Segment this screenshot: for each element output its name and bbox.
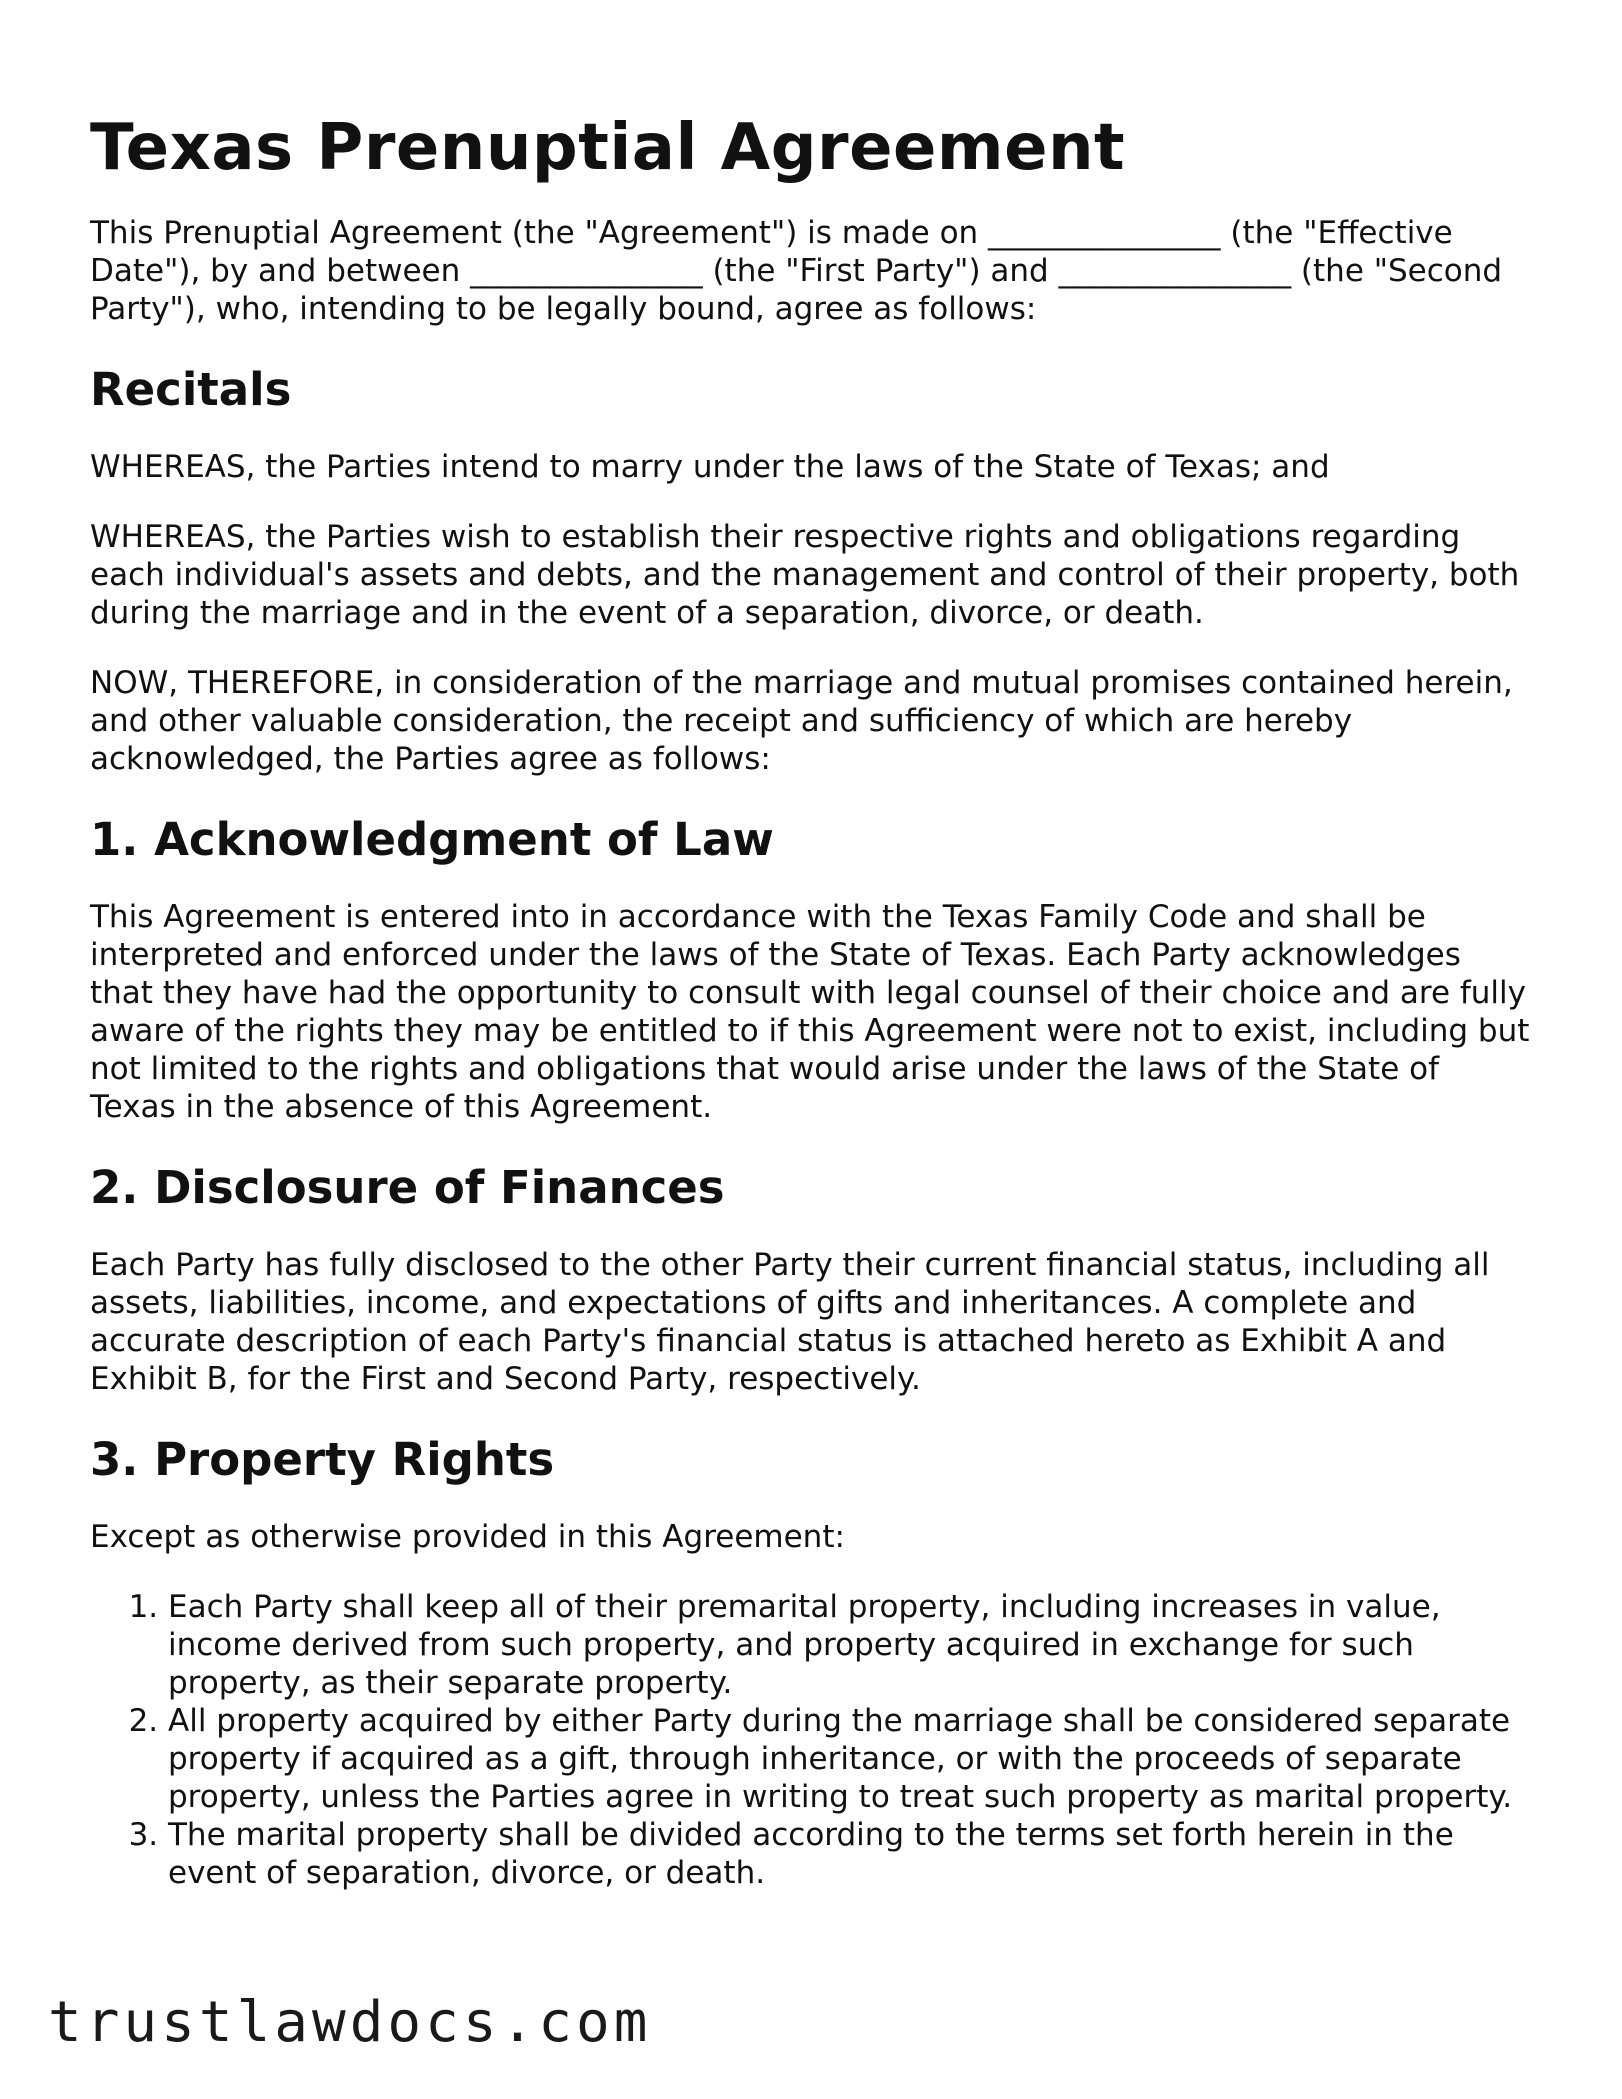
recital-paragraph-1: WHEREAS, the Parties intend to marry under the laws of the State of Texas; and [90, 449, 1330, 485]
recital-paragraph-3: NOW, THEREFORE, in consideration of the marriage and mutual promises contained herein, and other valuable consideration, the receipt and sufficiency of which are hereby acknowledged, the Parties agree as follows: [90, 665, 1513, 777]
document-page [90, 110, 1530, 1892]
recital-paragraph-2: WHEREAS, the Parties wish to establish their respective rights and obligations regarding each individual's assets and debts, and the management and control of their property, both during the marriage and in the event of a separation, divorce, or death. [90, 519, 1520, 631]
list-item: 3. The marital property shall be divided according to the terms set forth herein in the event of separation, divorce, or death. [168, 1816, 1530, 1892]
section-2-heading: 2. Disclosure of Finances [90, 1161, 725, 1214]
recitals-heading: Recitals [90, 363, 292, 416]
section-2-body: Each Party has fully disclosed to the other Party their current financial status, including all assets, liabilities, income, and expectations of gifts and inheritances. A complete and accurate description of each Party's financial status is attached hereto as Exhibit A and Exhibit B, for the First and Second Party, respectively. [90, 1247, 1490, 1397]
section-1-heading: 1. Acknowledgment of Law [90, 813, 774, 866]
list-item: 1. Each Party shall keep all of their premarital property, including increases in value, income derived from such property, and property acquired in exchange for such property, as their separate property. [168, 1588, 1530, 1702]
section-3-heading: 3. Property Rights [90, 1433, 555, 1486]
intro-paragraph: This Prenuptial Agreement (the "Agreement") is made on _______________ (the "Effective Date"), by and between _______________ (the "First Party") and _______________ (the "Second Party"), who, intending to be legally bound, agree as follows: [90, 215, 1503, 327]
watermark: trustlawdocs.com [48, 1990, 652, 2055]
document-title: Texas Prenuptial Agreement [90, 111, 1126, 185]
section-1-body: This Agreement is entered into in accordance with the Texas Family Code and shall be interpreted and enforced under the laws of the State of Texas. Each Party acknowledges that they have had the opportunity to consult with legal counsel of their choice and are fully aware of the rights they may be entitled to if this Agreement were not to exist, including but not limited to the rights and obligations that would arise under the laws of the State of Texas in the absence of this Agreement. [90, 899, 1530, 1125]
list-item: 2. All property acquired by either Party during the marriage shall be considered separate property if acquired as a gift, through inheritance, or with the proceeds of separate property, unless the Parties agree in writing to treat such property as marital property. [168, 1702, 1530, 1816]
section-3-body: Except as otherwise provided in this Agreement: [90, 1519, 845, 1555]
property-rights-list [90, 1588, 1530, 1892]
